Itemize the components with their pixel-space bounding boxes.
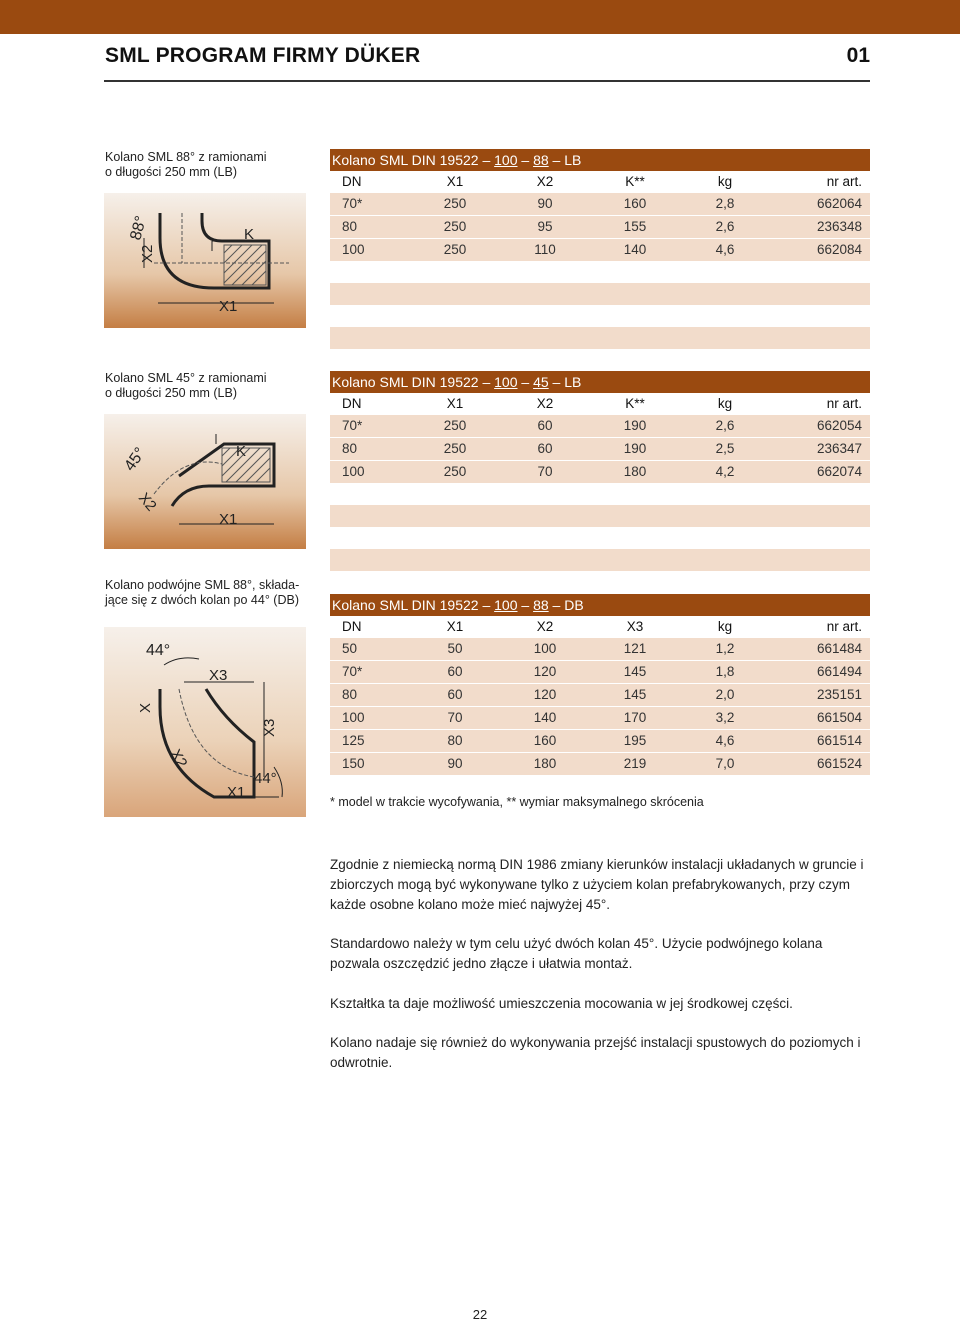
- cell: 120: [533, 687, 557, 702]
- table-row: [330, 238, 870, 261]
- empty-row-band: [330, 549, 870, 571]
- cell: 150: [342, 756, 365, 771]
- table-row: [330, 660, 870, 683]
- cell: 90: [537, 196, 553, 211]
- k-label: K: [244, 226, 255, 243]
- cell: 661514: [816, 733, 862, 748]
- header-cell: kg: [717, 619, 733, 634]
- table-row: [330, 415, 870, 437]
- angle-label: 45°: [121, 444, 150, 475]
- k-label: K: [236, 443, 247, 460]
- x1-label: X1: [219, 298, 238, 315]
- cell: 170: [623, 710, 647, 725]
- header-cell: kg: [717, 174, 733, 189]
- x3-top-label: X3: [209, 667, 228, 684]
- elbow-88-lb-figure: [104, 193, 306, 328]
- cell: 155: [623, 219, 647, 234]
- table-row: [330, 437, 870, 460]
- cell: 661484: [816, 641, 862, 656]
- table-title-dn: 100: [494, 374, 518, 390]
- cell: 250: [443, 441, 467, 456]
- section3-caption: [105, 578, 315, 608]
- header-cell: DN: [342, 396, 362, 411]
- cell: 661524: [816, 756, 862, 771]
- table-header-row: [330, 616, 870, 638]
- table-title-angle: 88: [533, 152, 549, 168]
- cell: 219: [623, 756, 647, 771]
- header-cell: X2: [536, 396, 554, 411]
- cell: 60: [447, 664, 463, 679]
- double-elbow-88-db-table: [330, 594, 870, 775]
- cell: 145: [623, 664, 647, 679]
- x2-label: X2: [166, 746, 191, 771]
- footnote: * model w trakcie wycofywania, ** wymiar maksymalnego skrócenia: [330, 795, 704, 809]
- table-title-suffix: LB: [564, 374, 582, 390]
- angle-label: 88°: [127, 214, 151, 243]
- page-number: 22: [472, 1307, 488, 1322]
- caption-line: Kolano podwójne SML 88°, składa-: [105, 578, 300, 592]
- table-row: [330, 706, 870, 729]
- header-cell: K**: [625, 396, 645, 411]
- cell: 80: [447, 733, 463, 748]
- table-row: [330, 752, 870, 775]
- cell: 121: [623, 641, 647, 656]
- cell: 140: [533, 710, 557, 725]
- cell: 180: [623, 464, 647, 479]
- cell: 2,8: [715, 196, 735, 211]
- cell: 250: [443, 242, 467, 257]
- body-paragraph: Kształtka ta daje możliwość umieszczenia mocowania w jej środkowej części.: [330, 996, 793, 1011]
- cell: 80: [342, 687, 358, 702]
- top-brand-bar: [0, 0, 960, 34]
- cell: 3,2: [715, 710, 735, 725]
- header-cell: X3: [626, 619, 644, 634]
- cell: 180: [533, 756, 557, 771]
- cell: 195: [623, 733, 647, 748]
- cell: 80: [342, 219, 358, 234]
- cell: 4,2: [715, 464, 735, 479]
- header-cell: X1: [446, 396, 464, 411]
- elbow-45-lb-figure: [104, 414, 306, 549]
- cell: 1,8: [715, 664, 735, 679]
- cell: 7,0: [715, 756, 735, 771]
- x1-label: X1: [219, 511, 238, 528]
- header-cell: nr art.: [826, 174, 862, 189]
- header-cell: nr art.: [826, 619, 862, 634]
- cell: 140: [623, 242, 647, 257]
- cell: 110: [534, 242, 556, 257]
- x1-label: X1: [227, 784, 246, 801]
- header-cell: X2: [536, 174, 554, 189]
- cell: 100: [533, 641, 557, 656]
- table-row: [330, 193, 870, 215]
- cell: 50: [447, 641, 463, 656]
- header-cell: X1: [446, 619, 464, 634]
- cell: 60: [537, 418, 553, 433]
- empty-row-band: [330, 327, 870, 349]
- double-elbow-88-db-figure: [104, 627, 306, 817]
- table-title-suffix: DB: [564, 597, 584, 613]
- x2-label: X2: [134, 489, 160, 515]
- table-row: [330, 729, 870, 752]
- body-paragraph: Kolano nadaje się również do wykonywania przejść instalacji spustowych do poziomych i odwrotnie.: [330, 1035, 861, 1070]
- cell: 160: [623, 196, 647, 211]
- cell: 662064: [816, 196, 862, 211]
- cell: 236348: [816, 219, 862, 234]
- table-header-row: [330, 171, 870, 193]
- table-header-row: [330, 393, 870, 415]
- header-cell: K**: [625, 174, 645, 189]
- header-cell: X2: [536, 619, 554, 634]
- header-cell: nr art.: [826, 396, 862, 411]
- caption-line: o długości 250 mm (LB): [105, 165, 238, 179]
- cell: 661504: [816, 710, 862, 725]
- caption-line: Kolano SML 88° z ramionami: [105, 150, 267, 164]
- body-paragraph: Zgodnie z niemiecką normą DIN 1986 zmiany kierunków instalacji układanych w gruncie i zbiorczych mogą być wykonywane tylko z użyciem kolan prefabrykowanych, przy czym każde osobne kolano może mieć najwyżej 45°.: [330, 857, 864, 912]
- cell: 250: [443, 219, 467, 234]
- table-row: [330, 638, 870, 660]
- table-title-dn: 100: [494, 597, 518, 613]
- cell: 2,6: [715, 418, 735, 433]
- section2-caption: [105, 371, 315, 401]
- caption-line: Kolano SML 45° z ramionami: [105, 371, 267, 385]
- caption-line: o długości 250 mm (LB): [105, 386, 238, 400]
- cell: 4,6: [715, 733, 735, 748]
- header-cell: kg: [717, 396, 733, 411]
- cell: 95: [537, 219, 553, 234]
- table-row: [330, 683, 870, 706]
- cell: 1,2: [715, 641, 735, 656]
- cell: 2,0: [715, 687, 735, 702]
- table-row: [330, 460, 870, 483]
- cell: 80: [342, 441, 358, 456]
- cell: 4,6: [715, 242, 735, 257]
- cell: 2,6: [715, 219, 735, 234]
- table-title-suffix: LB: [564, 152, 582, 168]
- empty-row-band: [330, 505, 870, 527]
- x3-side-label: X3: [261, 718, 278, 737]
- cell: 2,5: [715, 441, 735, 456]
- cell: 70*: [342, 664, 363, 679]
- cell: 100: [342, 710, 365, 725]
- cell: 145: [623, 687, 647, 702]
- table-title-dn: 100: [494, 152, 518, 168]
- cell: 120: [533, 664, 557, 679]
- cell: 50: [342, 641, 358, 656]
- cell: 661494: [816, 664, 862, 679]
- cell: 236347: [816, 441, 862, 456]
- empty-row-band: [330, 283, 870, 305]
- cell: 70: [537, 464, 553, 479]
- cell: 190: [623, 418, 647, 433]
- cell: 250: [443, 418, 467, 433]
- section-code: 01: [846, 44, 870, 67]
- table-title: Kolano SML DIN 19522 – 100 – 88 – LB: [330, 149, 870, 171]
- cell: 662074: [816, 464, 862, 479]
- cell: 160: [533, 733, 557, 748]
- cell: 70*: [342, 418, 363, 433]
- cell: 250: [443, 464, 467, 479]
- page-title: SML PROGRAM FIRMY DÜKER: [105, 44, 421, 67]
- section1-caption: [105, 150, 315, 180]
- table-row: [330, 215, 870, 238]
- cell: 70: [447, 710, 463, 725]
- header-divider: [104, 80, 870, 82]
- cell: 100: [342, 464, 365, 479]
- x2-label: X2: [139, 244, 156, 263]
- elbow-45-lb-table: [330, 371, 870, 483]
- x-label: X: [137, 702, 154, 713]
- cell: 70*: [342, 196, 363, 211]
- cell: 60: [537, 441, 553, 456]
- angle-bottom-label: 44°: [254, 770, 277, 787]
- header-cell: DN: [342, 619, 362, 634]
- cell: 190: [623, 441, 647, 456]
- body-paragraph: Standardowo należy w tym celu użyć dwóch kolan 45°. Użycie podwójnego kolana pozwala oszczędzić jedno złącze i ułatwia montaż.: [330, 936, 823, 971]
- cell: 250: [443, 196, 467, 211]
- cell: 125: [342, 733, 365, 748]
- table-title: Kolano SML DIN 19522 – 100 – 45 – LB: [330, 371, 870, 393]
- elbow-88-lb-table: [330, 149, 870, 261]
- angle-top-label: 44°: [146, 642, 171, 659]
- caption-line: jące się z dwóch kolan po 44° (DB): [105, 593, 299, 607]
- table-title-angle: 88: [533, 597, 549, 613]
- cell: 662084: [816, 242, 862, 257]
- header-cell: DN: [342, 174, 362, 189]
- table-title-angle: 45: [533, 374, 549, 390]
- header-cell: X1: [446, 174, 464, 189]
- cell: 100: [342, 242, 365, 257]
- cell: 235151: [816, 687, 862, 702]
- cell: 60: [447, 687, 463, 702]
- table-title: Kolano SML DIN 19522 – 100 – 88 – DB: [330, 594, 870, 616]
- cell: 90: [447, 756, 463, 771]
- cell: 662054: [816, 418, 862, 433]
